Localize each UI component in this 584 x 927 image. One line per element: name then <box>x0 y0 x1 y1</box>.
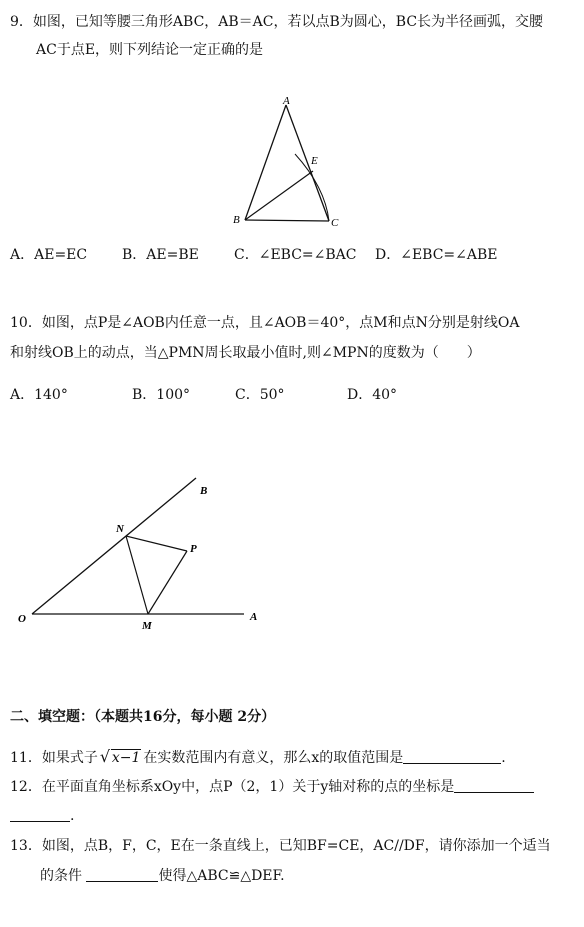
q10-segment-PM <box>148 551 187 614</box>
q10-label-O: O <box>18 613 26 625</box>
q10-label-M: M <box>142 620 152 632</box>
q10-option-b: B．100° <box>132 387 191 403</box>
q9-option-b: B．AE=BE <box>122 247 199 263</box>
q9-option-a: A．AE=EC <box>10 247 88 263</box>
q10-label-B: B <box>200 485 208 497</box>
q9-triangle-figure <box>225 92 355 234</box>
q12-line2 <box>10 806 74 826</box>
q13-line2 <box>40 866 285 886</box>
q9-side-AC <box>286 105 329 221</box>
q12-answer-blank-part2[interactable] <box>10 807 70 822</box>
q9-option-c: C．∠EBC=∠BAC <box>234 247 357 263</box>
q11-end: . <box>501 750 506 766</box>
q13-text-after: 使得△ABC≌△DEF. <box>158 868 285 884</box>
q9-label-E: E <box>311 155 318 167</box>
q11-radical: √ x−1 <box>99 747 141 766</box>
q9-line2: AC于点E，则下列结论一定正确的是 <box>36 42 264 58</box>
q10-line1: 10．如图，点P是∠AOB内任意一点，且∠AOB＝40°，点M和点N分别是射线OA <box>10 315 520 331</box>
q10-label-P: P <box>190 543 197 555</box>
section2-heading: 二、填空题：（本题共16分，每小题 2分） <box>10 709 276 725</box>
q9-line1: 9．如图，已知等腰三角形ABC，AB＝AC，若以点B为圆心，BC长为半径画弧，交腰 <box>10 14 544 30</box>
q13-text-before: 的条件 <box>40 868 82 884</box>
q10-option-c: C．50° <box>235 387 285 403</box>
q10-segment-NM <box>126 536 148 614</box>
q9-label-A: A <box>283 95 290 107</box>
q9-label-B: B <box>233 214 240 226</box>
q9-label-C: C <box>331 217 339 229</box>
q9-side-BC <box>245 220 329 221</box>
q11-text-before: 11．如果式子 <box>10 750 98 766</box>
q9-segment-BE <box>245 171 313 220</box>
q9-side-AB <box>245 105 286 220</box>
q10-option-a: A．140° <box>10 387 68 403</box>
q12-text: 12．在平面直角坐标系xOy中，点P（2，1）关于y轴对称的点的坐标是 <box>10 779 455 795</box>
q10-label-N: N <box>116 523 124 535</box>
q10-angle-figure <box>0 470 270 640</box>
q11-text-after: 在实数范围内有意义，那么x的取值范围是 <box>143 750 404 766</box>
q12-line1 <box>10 777 534 797</box>
q9-option-d: D．∠EBC=∠ABE <box>375 247 498 263</box>
q13-answer-blank[interactable] <box>86 867 158 882</box>
q10-option-d: D．40° <box>347 387 398 403</box>
q10-label-A: A <box>250 611 258 623</box>
q12-answer-blank-part1[interactable] <box>454 778 534 793</box>
q11-radicand: x−1 <box>111 750 141 766</box>
q10-line2: 和射线OB上的动点，当△PMN周长取最小值时,则∠MPN的度数为（ ） <box>10 345 481 361</box>
q13-line1: 13．如图，点B，F，C，E在一条直线上，已知BF=CE，AC//DF，请你添加一个适当 <box>10 838 551 854</box>
q10-segment-NP <box>126 536 187 551</box>
q11-answer-blank[interactable] <box>403 749 501 764</box>
q10-ray-OB <box>32 478 196 614</box>
q11-line <box>10 748 506 768</box>
q12-end: . <box>70 808 75 824</box>
